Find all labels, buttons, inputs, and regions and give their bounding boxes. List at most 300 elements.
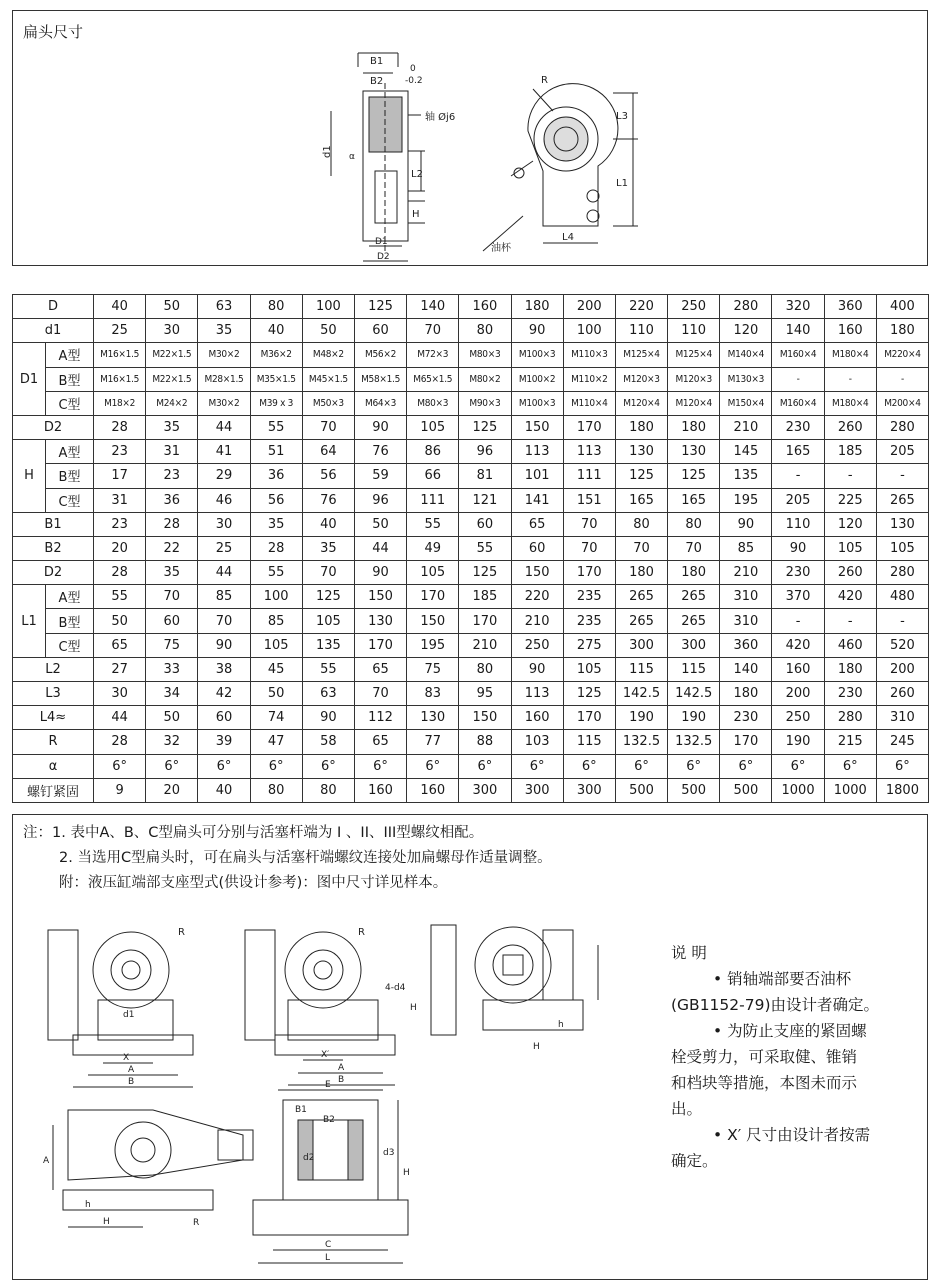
- mount-drawing-1: [48, 927, 193, 1087]
- explanation-line: 栓受剪力，可采取健、锥销: [671, 1048, 858, 1066]
- note-line-2: 2. 当选用C型扁头时，可在扁头与活塞杆端螺纹连接处加扁螺母作适量调整。: [59, 850, 552, 866]
- table-cell: 40: [198, 778, 250, 802]
- explanation-line: (GB1152-79)由设计者确定。: [671, 996, 880, 1014]
- explanation-line: 和档块等措施，本图未而示: [671, 1074, 858, 1092]
- table-cell: 160: [407, 778, 459, 802]
- table-cell: 111: [407, 488, 459, 512]
- label-d1-cap: D1: [375, 237, 388, 247]
- table-cell: M64×3: [354, 391, 406, 415]
- table-cell: 100: [302, 295, 354, 319]
- label-oil-cup: 油杯: [491, 243, 511, 254]
- table-cell: 70: [668, 536, 720, 560]
- table-cell: 70: [563, 512, 615, 536]
- table-cell: 70: [302, 561, 354, 585]
- table-cell: 66: [407, 464, 459, 488]
- table-cell: 65: [354, 657, 406, 681]
- table-cell: 370: [772, 585, 824, 609]
- row-label: L2: [13, 657, 94, 681]
- table-cell: M180×4: [824, 343, 876, 367]
- table-cell: 6°: [354, 754, 406, 778]
- table-cell: 265: [615, 585, 667, 609]
- table-cell: 56: [302, 464, 354, 488]
- table-cell: 215: [824, 730, 876, 754]
- table-cell: 120: [824, 512, 876, 536]
- table-row-d1-2: [13, 391, 929, 415]
- table-cell: 28: [146, 512, 198, 536]
- table-cell: 142.5: [615, 682, 667, 706]
- table-cell: 300: [511, 778, 563, 802]
- note-line-1: 注：1. 表中A、B、C型扁头可分别与活塞杆端为 I 、II、III型螺纹相配。: [23, 825, 484, 841]
- table-cell: 65: [94, 633, 146, 657]
- table-cell: 63: [302, 682, 354, 706]
- table-cell: M58×1.5: [354, 367, 406, 391]
- table-cell: 65: [354, 730, 406, 754]
- table-cell: 31: [94, 488, 146, 512]
- row-label: D2: [13, 415, 94, 439]
- table-cell: 460: [824, 633, 876, 657]
- table-cell: 150: [511, 561, 563, 585]
- table-cell: 210: [511, 609, 563, 633]
- table-cell: M100×3: [511, 391, 563, 415]
- table-cell: 185: [459, 585, 511, 609]
- table-cell: 260: [824, 415, 876, 439]
- table-cell: 115: [563, 730, 615, 754]
- table-cell: 95: [459, 682, 511, 706]
- table-cell: 150: [354, 585, 406, 609]
- table-cell: M125×4: [615, 343, 667, 367]
- table-cell: 36: [146, 488, 198, 512]
- mount-drawing-5: [253, 1080, 410, 1263]
- table-cell: M36×2: [250, 343, 302, 367]
- table-cell: 105: [407, 561, 459, 585]
- sub-label: B型: [46, 367, 94, 391]
- support-mount-drawings: [13, 905, 653, 1275]
- table-cell: 180: [668, 415, 720, 439]
- table-cell: 165: [615, 488, 667, 512]
- table-cell: 90: [720, 512, 772, 536]
- table-cell: 70: [302, 415, 354, 439]
- table-cell: 9: [94, 778, 146, 802]
- table-cell: -: [876, 464, 928, 488]
- d1-label-d1: d1: [123, 1010, 135, 1020]
- table-cell: 23: [94, 440, 146, 464]
- side-view: [322, 53, 455, 262]
- d2-label-4d4: 4-d4: [385, 983, 406, 993]
- table-cell: 180: [511, 295, 563, 319]
- table-cell: 170: [563, 415, 615, 439]
- table-cell: 111: [563, 464, 615, 488]
- table-cell: 36: [250, 464, 302, 488]
- table-cell: M110×2: [563, 367, 615, 391]
- table-row-alpha: [13, 754, 929, 778]
- table-cell: 20: [94, 536, 146, 560]
- table-row-d2_b: [13, 561, 929, 585]
- flat-head-side-view-drawing: [13, 11, 929, 267]
- table-cell: 56: [250, 488, 302, 512]
- table-cell: M16×1.5: [94, 343, 146, 367]
- table-cell: 1800: [876, 778, 928, 802]
- table-cell: 28: [94, 730, 146, 754]
- sub-label: A型: [46, 343, 94, 367]
- table-cell: 310: [720, 585, 772, 609]
- sub-label: A型: [46, 440, 94, 464]
- d1-label-b: B: [128, 1077, 135, 1087]
- table-cell: M110×3: [563, 343, 615, 367]
- table-row-r: [13, 730, 929, 754]
- table-row-h-1: [13, 464, 929, 488]
- label-r: R: [541, 75, 548, 86]
- d4-label-r: R: [193, 1218, 200, 1228]
- d5-label-d3: d3: [383, 1148, 395, 1158]
- table-cell: 23: [146, 464, 198, 488]
- tol-neg: -0.2: [405, 76, 423, 86]
- table-cell: 210: [720, 415, 772, 439]
- table-cell: M24×2: [146, 391, 198, 415]
- table-cell: 76: [354, 440, 406, 464]
- table-cell: 180: [615, 415, 667, 439]
- table-cell: M120×3: [615, 367, 667, 391]
- table-cell: 47: [250, 730, 302, 754]
- table-cell: 50: [94, 609, 146, 633]
- table-cell: 74: [250, 706, 302, 730]
- table-cell: 165: [772, 440, 824, 464]
- table-cell: M220×4: [876, 343, 928, 367]
- table-cell: M72×3: [407, 343, 459, 367]
- table-cell: 103: [511, 730, 563, 754]
- table-row-l2: [13, 657, 929, 681]
- table-cell: 180: [824, 657, 876, 681]
- label-b2: B2: [370, 76, 384, 87]
- table-cell: 130: [407, 706, 459, 730]
- explanation-title: 说 明: [671, 944, 707, 962]
- table-cell: 6°: [876, 754, 928, 778]
- table-cell: 70: [354, 682, 406, 706]
- table-cell: 265: [668, 609, 720, 633]
- table-cell: 160: [354, 778, 406, 802]
- table-cell: 80: [250, 778, 302, 802]
- table-cell: 60: [198, 706, 250, 730]
- table-cell: 310: [876, 706, 928, 730]
- table-cell: M56×2: [354, 343, 406, 367]
- table-cell: 55: [407, 512, 459, 536]
- table-cell: 80: [459, 657, 511, 681]
- table-cell: M65×1.5: [407, 367, 459, 391]
- table-cell: 96: [459, 440, 511, 464]
- table-cell: 44: [354, 536, 406, 560]
- table-cell: -: [772, 609, 824, 633]
- table-cell: 265: [876, 488, 928, 512]
- table-cell: 85: [720, 536, 772, 560]
- table-cell: 41: [198, 440, 250, 464]
- table-cell: 200: [772, 682, 824, 706]
- table-cell: 28: [94, 561, 146, 585]
- table-cell: 6°: [720, 754, 772, 778]
- table-cell: 280: [824, 706, 876, 730]
- row-label: D2: [13, 561, 94, 585]
- table-cell: 220: [615, 295, 667, 319]
- table-cell: -: [876, 367, 928, 391]
- tol-zero: 0: [410, 64, 416, 74]
- table-row-l1-0: [13, 585, 929, 609]
- table-cell: 105: [407, 415, 459, 439]
- label-d2-cap: D2: [377, 252, 390, 262]
- table-cell: 25: [94, 319, 146, 343]
- table-cell: 120: [720, 319, 772, 343]
- table-cell: 6°: [668, 754, 720, 778]
- table-cell: 520: [876, 633, 928, 657]
- table-cell: 70: [146, 585, 198, 609]
- dimension-table-body: [13, 295, 929, 803]
- table-row-d1-1: [13, 367, 929, 391]
- table-cell: 35: [146, 415, 198, 439]
- table-cell: 34: [146, 682, 198, 706]
- group-label: L1: [13, 585, 46, 658]
- table-cell: 245: [876, 730, 928, 754]
- table-cell: 280: [876, 415, 928, 439]
- table-cell: 80: [615, 512, 667, 536]
- table-cell: 50: [146, 295, 198, 319]
- table-cell: 90: [198, 633, 250, 657]
- table-cell: 90: [354, 415, 406, 439]
- d1-label-a: A: [128, 1065, 135, 1075]
- table-cell: 45: [250, 657, 302, 681]
- table-cell: 160: [772, 657, 824, 681]
- table-row-d1: [13, 319, 929, 343]
- table-cell: 145: [720, 440, 772, 464]
- table-cell: 44: [94, 706, 146, 730]
- table-cell: 25: [198, 536, 250, 560]
- table-cell: 130: [876, 512, 928, 536]
- table-cell: 6°: [198, 754, 250, 778]
- table-cell: M18×2: [94, 391, 146, 415]
- d1-label-x: X: [123, 1053, 130, 1063]
- table-cell: 6°: [250, 754, 302, 778]
- table-row-l1-2: [13, 633, 929, 657]
- table-cell: M125×4: [668, 343, 720, 367]
- table-cell: 135: [720, 464, 772, 488]
- table-cell: 70: [198, 609, 250, 633]
- d5-label-d2: d2: [303, 1153, 315, 1163]
- table-cell: 17: [94, 464, 146, 488]
- table-cell: 1000: [824, 778, 876, 802]
- table-cell: 235: [563, 609, 615, 633]
- table-row-h-0: [13, 440, 929, 464]
- d5-label-b2: B2: [323, 1115, 335, 1125]
- table-cell: 135: [302, 633, 354, 657]
- table-cell: 170: [563, 706, 615, 730]
- sub-label: C型: [46, 633, 94, 657]
- table-cell: 35: [302, 536, 354, 560]
- table-cell: 63: [198, 295, 250, 319]
- mount-drawing-4: [43, 1110, 253, 1228]
- table-cell: M120×4: [615, 391, 667, 415]
- table-cell: 40: [250, 319, 302, 343]
- table-cell: -: [824, 464, 876, 488]
- table-cell: M140×4: [720, 343, 772, 367]
- table-cell: 1000: [772, 778, 824, 802]
- table-cell: 70: [563, 536, 615, 560]
- table-cell: 101: [511, 464, 563, 488]
- d2-label-x-prime: X′: [321, 1050, 330, 1060]
- table-cell: 151: [563, 488, 615, 512]
- table-cell: 20: [146, 778, 198, 802]
- table-cell: 110: [615, 319, 667, 343]
- table-cell: 190: [772, 730, 824, 754]
- table-cell: 28: [250, 536, 302, 560]
- table-cell: M80×3: [459, 343, 511, 367]
- table-row-torque: [13, 778, 929, 802]
- table-cell: 320: [772, 295, 824, 319]
- table-cell: 40: [94, 295, 146, 319]
- dimension-spec-table: [12, 294, 929, 803]
- note-line-3: 附：液压缸端部支座型式(供设计参考)：图中尺寸详见样本。: [59, 875, 448, 891]
- row-label: B2: [13, 536, 94, 560]
- row-label: L4≈: [13, 706, 94, 730]
- label-d1: d1: [322, 145, 333, 158]
- table-cell: 300: [668, 633, 720, 657]
- table-cell: 141: [511, 488, 563, 512]
- table-cell: 80: [459, 319, 511, 343]
- table-cell: M22×1.5: [146, 343, 198, 367]
- table-cell: M22×1.5: [146, 367, 198, 391]
- table-cell: 55: [94, 585, 146, 609]
- table-cell: 360: [720, 633, 772, 657]
- table-cell: 35: [250, 512, 302, 536]
- table-row-header: [13, 295, 929, 319]
- table-cell: 205: [876, 440, 928, 464]
- row-label: 螺钉紧固: [13, 778, 94, 802]
- table-cell: 6°: [772, 754, 824, 778]
- table-cell: 110: [772, 512, 824, 536]
- table-cell: 480: [876, 585, 928, 609]
- table-cell: M180×4: [824, 391, 876, 415]
- head-dimension-panel: [12, 10, 928, 266]
- label-l2: L2: [411, 169, 423, 180]
- table-cell: 125: [459, 561, 511, 585]
- sub-label: A型: [46, 585, 94, 609]
- table-cell: 55: [250, 415, 302, 439]
- table-cell: 275: [563, 633, 615, 657]
- table-cell: 113: [511, 682, 563, 706]
- table-cell: 85: [250, 609, 302, 633]
- mount-drawing-2: [245, 927, 417, 1085]
- table-cell: 132.5: [615, 730, 667, 754]
- table-row-h-2: [13, 488, 929, 512]
- table-cell: 90: [772, 536, 824, 560]
- table-cell: M130×3: [720, 367, 772, 391]
- table-cell: 150: [511, 415, 563, 439]
- table-cell: 130: [354, 609, 406, 633]
- table-cell: 76: [302, 488, 354, 512]
- label-l1: L1: [616, 178, 628, 189]
- table-cell: 150: [407, 609, 459, 633]
- table-cell: 180: [668, 561, 720, 585]
- table-cell: 6°: [511, 754, 563, 778]
- table-cell: 77: [407, 730, 459, 754]
- table-cell: M200×4: [876, 391, 928, 415]
- explanation-line: • 为防止支座的紧固螺: [713, 1022, 867, 1040]
- row-label: D: [13, 295, 94, 319]
- table-cell: M160×4: [772, 343, 824, 367]
- table-cell: 96: [354, 488, 406, 512]
- table-cell: M48×2: [302, 343, 354, 367]
- table-cell: 125: [459, 415, 511, 439]
- d3-label-h-small: h: [558, 1020, 564, 1030]
- table-cell: 130: [668, 440, 720, 464]
- table-cell: 190: [668, 706, 720, 730]
- table-cell: 265: [615, 609, 667, 633]
- label-alpha: α: [349, 152, 355, 162]
- table-cell: 6°: [407, 754, 459, 778]
- table-cell: 75: [146, 633, 198, 657]
- table-cell: 81: [459, 464, 511, 488]
- table-cell: -: [772, 464, 824, 488]
- table-cell: 205: [772, 488, 824, 512]
- table-cell: 110: [668, 319, 720, 343]
- table-cell: M45×1.5: [302, 367, 354, 391]
- table-cell: 6°: [302, 754, 354, 778]
- d3-label-h: H: [533, 1042, 540, 1052]
- table-cell: 225: [824, 488, 876, 512]
- table-cell: 160: [824, 319, 876, 343]
- table-cell: 35: [146, 561, 198, 585]
- table-cell: M30×2: [198, 343, 250, 367]
- table-cell: 160: [511, 706, 563, 730]
- table-cell: -: [772, 367, 824, 391]
- table-cell: 180: [876, 319, 928, 343]
- table-row-b1: [13, 512, 929, 536]
- table-cell: 90: [511, 657, 563, 681]
- table-cell: 50: [354, 512, 406, 536]
- table-cell: 200: [876, 657, 928, 681]
- label-h: H: [412, 209, 420, 220]
- table-cell: 90: [302, 706, 354, 730]
- table-cell: 280: [720, 295, 772, 319]
- table-cell: 105: [876, 536, 928, 560]
- table-cell: 60: [354, 319, 406, 343]
- table-cell: 100: [250, 585, 302, 609]
- table-cell: 500: [615, 778, 667, 802]
- table-cell: 500: [668, 778, 720, 802]
- explanation-line: • 销轴端部要否油杯: [713, 970, 852, 988]
- d4-label-a: A: [43, 1156, 50, 1166]
- table-cell: 125: [615, 464, 667, 488]
- label-pin: 轴 Øj6: [425, 112, 456, 123]
- table-cell: 170: [407, 585, 459, 609]
- table-cell: 125: [563, 682, 615, 706]
- table-cell: 310: [720, 609, 772, 633]
- table-cell: 125: [668, 464, 720, 488]
- table-cell: 105: [302, 609, 354, 633]
- table-cell: 29: [198, 464, 250, 488]
- table-cell: 113: [563, 440, 615, 464]
- table-cell: 70: [407, 319, 459, 343]
- row-label: L3: [13, 682, 94, 706]
- table-cell: 50: [302, 319, 354, 343]
- table-cell: 180: [615, 561, 667, 585]
- table-cell: M120×4: [668, 391, 720, 415]
- table-row-d1-0: [13, 343, 929, 367]
- table-cell: 70: [615, 536, 667, 560]
- table-cell: 22: [146, 536, 198, 560]
- table-cell: 80: [302, 778, 354, 802]
- table-cell: 60: [146, 609, 198, 633]
- table-cell: 33: [146, 657, 198, 681]
- table-cell: 105: [824, 536, 876, 560]
- d4-label-h: H: [103, 1217, 110, 1227]
- table-cell: -: [876, 609, 928, 633]
- table-cell: M50×3: [302, 391, 354, 415]
